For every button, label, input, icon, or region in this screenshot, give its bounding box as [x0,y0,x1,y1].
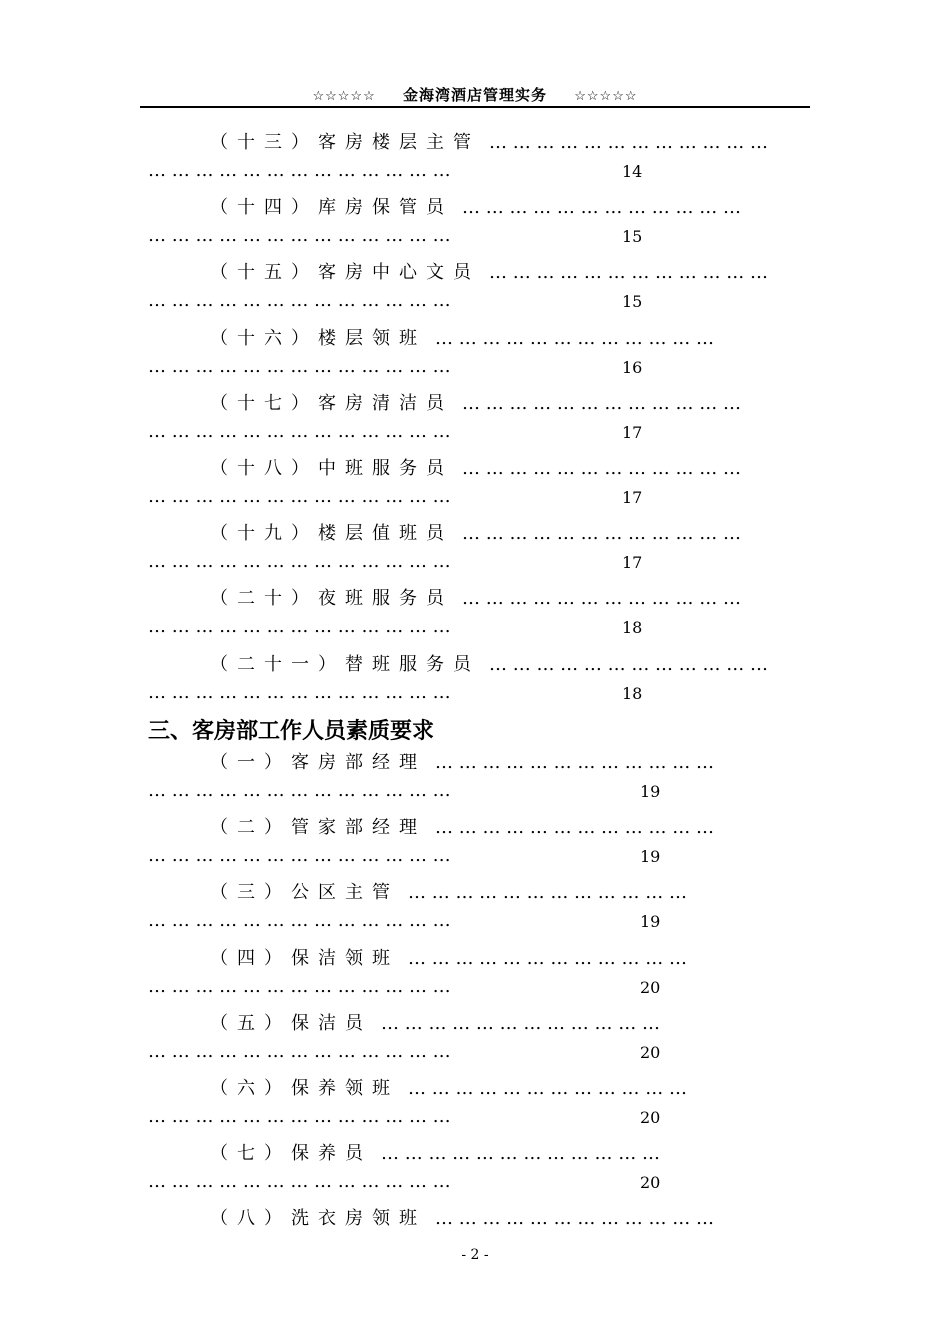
leader-dots: … … … … … … … … … … … … [390,1078,687,1099]
toc-entry-leader [148,1106,451,1127]
leader-dots: … … … … … … … … … … … … … [148,290,451,312]
toc-entry-title [210,813,790,839]
toc-entry-leader [148,910,451,931]
header-title: 金海湾酒店管理实务 [402,86,547,104]
toc-entry-page: 18 [622,618,643,638]
toc-entry-leader [148,160,451,181]
toc-entry-page: 19 [640,847,661,867]
toc-entry-title [210,1139,790,1165]
toc-entry-page: 15 [622,227,643,247]
leader-dots: … … … … … … … … … … … … … [148,975,451,997]
leader-dots: … … … … … … … … … … … … [390,947,687,969]
page-header [140,84,810,108]
leader-dots: … … … … … … … … … … … … … [148,780,451,801]
toc-entry-leader [148,1041,451,1062]
leader-dots: … … … … … … … … … … … … … [148,420,451,442]
toc-entry-title [210,1074,790,1100]
leader-dots: … … … … … … … … … … … … [444,588,741,610]
toc-entry-title [210,389,790,415]
toc-entry-page: 17 [622,488,643,507]
toc-entry-label: （ 十 七 ） 客 房 清 洁 员 [210,392,444,414]
toc-entry-page: 15 [622,292,643,312]
leader-dots: … … … … … … … … … … … … [444,458,741,479]
toc-entry-page: 20 [640,1108,661,1127]
leader-dots: … … … … … … … … … … … … … [148,845,451,867]
toc-entry-label: （ 十 四 ） 库 房 保 管 员 [210,197,444,219]
toc-entry-title [210,258,790,284]
leader-dots: … … … … … … … … … … … … [417,1208,714,1230]
header-stars-right: ☆☆☆☆☆ [574,89,638,104]
toc-entry-label: （ 三 ） 公 区 主 管 [210,882,390,904]
leader-dots: … … … … … … … … … … … … … [148,681,451,703]
toc-entry-title [210,650,790,676]
toc-entry-page: 17 [622,553,643,573]
toc-entry-page: 20 [640,1042,661,1062]
toc-entry-leader [148,551,451,572]
toc-entry-title [210,193,790,219]
leader-dots: … … … … … … … … … … … … [444,197,741,219]
toc-entry-leader [148,845,451,866]
leader-dots: … … … … … … … … … … … … [363,1143,660,1165]
toc-entry-title [210,878,790,904]
toc-entry-title [210,454,790,480]
header-stars-left: ☆☆☆☆☆ [312,89,376,104]
leader-dots: … … … … … … … … … … … … [390,882,687,904]
toc-entry-label: （ 四 ） 保 洁 领 班 [210,947,390,969]
toc-entry-page: 19 [640,912,661,932]
toc-entry-label: （ 十 九 ） 楼 层 值 班 员 [210,523,444,545]
toc-entry-label: （ 十 五 ） 客 房 中 心 文 员 [210,262,471,284]
toc-entry-title [210,324,790,350]
toc-entry-leader [148,1171,451,1192]
toc-entry-page: 17 [622,422,643,442]
toc-entry-page: 20 [640,977,661,997]
toc-entry-label: （ 十 六 ） 楼 层 领 班 [210,327,417,349]
leader-dots: … … … … … … … … … … … … … [148,910,451,932]
toc-entry-title [210,519,790,545]
section-heading: 三、客房部工作人员素质要求 [148,718,435,744]
toc-entry-leader [148,421,451,442]
toc-entry-label: （ 二 十 一 ） 替 班 服 务 员 [210,653,471,675]
leader-dots: … … … … … … … … … … … … … [148,1040,451,1062]
leader-dots: … … … … … … … … … … … … [363,1012,660,1034]
toc-entry-label: （ 十 三 ） 客 房 楼 层 主 管 [210,132,471,153]
toc-entry-leader [148,486,451,507]
toc-entry-title [210,1204,790,1230]
leader-dots: … … … … … … … … … … … … [417,752,714,773]
leader-dots: … … … … … … … … … … … … [471,653,768,675]
toc-entry-page: 14 [622,162,643,181]
toc-entry-leader [148,976,451,997]
leader-dots: … … … … … … … … … … … … … [148,616,451,638]
leader-dots: … … … … … … … … … … … … [417,817,714,839]
toc-entry-leader [148,290,451,311]
leader-dots: … … … … … … … … … … … … [417,327,714,349]
leader-dots: … … … … … … … … … … … … … [148,355,451,377]
toc-entry-title [210,128,790,154]
toc-entry-leader [148,225,451,246]
leader-dots: … … … … … … … … … … … … … [148,160,451,181]
toc-entry-leader [148,616,451,637]
toc-entry-label: （ 二 ） 管 家 部 经 理 [210,817,417,839]
toc-entry-title [210,584,790,610]
toc-entry-page: 18 [622,683,643,703]
toc-entry-label: （ 六 ） 保 养 领 班 [210,1078,390,1099]
toc-entry-label: （ 一 ） 客 房 部 经 理 [210,752,417,773]
toc-entry-title [210,944,790,970]
leader-dots: … … … … … … … … … … … … [471,262,768,284]
toc-entry-leader [148,780,451,801]
leader-dots: … … … … … … … … … … … … [471,132,768,153]
toc-entry-leader [148,682,451,703]
page-number: - 2 - [461,1247,489,1263]
leader-dots: … … … … … … … … … … … … [444,523,741,545]
toc-entry-label: （ 七 ） 保 养 员 [210,1143,363,1165]
toc-entry-page: 20 [640,1173,661,1193]
toc-entry-leader [148,356,451,377]
leader-dots: … … … … … … … … … … … … … [148,1106,451,1127]
toc-entry-label: （ 十 八 ） 中 班 服 务 员 [210,458,444,479]
leader-dots: … … … … … … … … … … … … … [148,551,451,573]
leader-dots: … … … … … … … … … … … … … [148,486,451,507]
toc-entry-label: （ 二 十 ） 夜 班 服 务 员 [210,588,444,610]
toc-entry-page: 19 [640,782,661,801]
toc-entry-label: （ 八 ） 洗 衣 房 领 班 [210,1208,417,1230]
toc-entry-title [210,1009,790,1035]
toc-entry-title [210,748,790,774]
toc-entry-label: （ 五 ） 保 洁 员 [210,1012,363,1034]
leader-dots: … … … … … … … … … … … … … [148,225,451,247]
leader-dots: … … … … … … … … … … … … [444,392,741,414]
toc-entry-page: 16 [622,357,643,377]
leader-dots: … … … … … … … … … … … … … [148,1171,451,1193]
